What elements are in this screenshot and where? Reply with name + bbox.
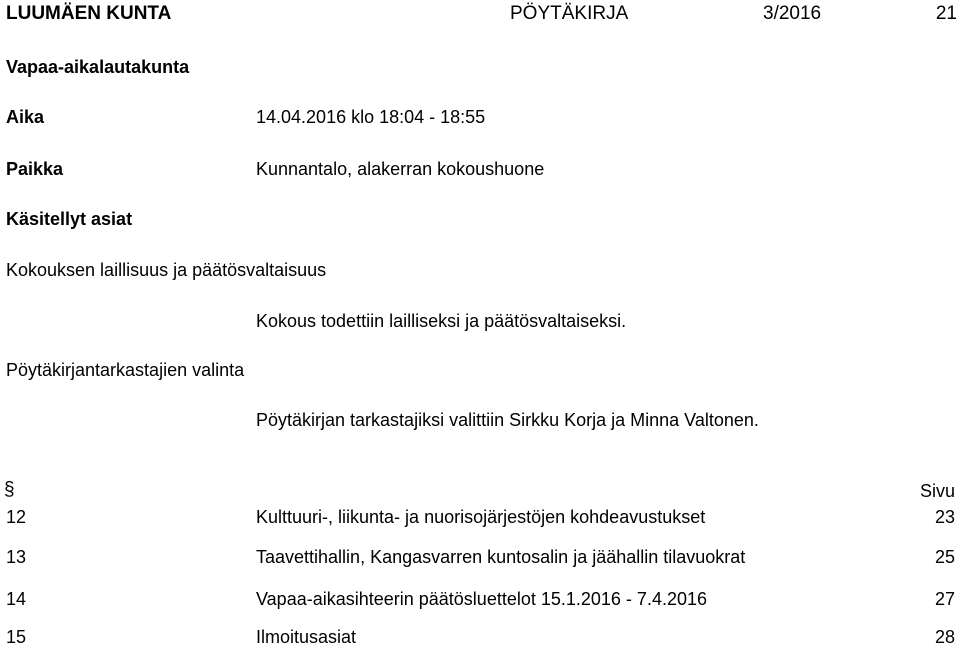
quorum-heading: Kokouksen laillisuus ja päätösvaltaisuus <box>6 260 327 280</box>
index-item-title[interactable]: Kulttuuri-, liikunta- ja nuorisojärjestöjen kohdeavustukset <box>256 507 706 527</box>
meeting-time-label: Aika <box>6 107 45 127</box>
page-column-label: Sivu <box>919 481 955 501</box>
index-item-number: 13 <box>6 547 27 567</box>
index-item-title[interactable]: Taavettihallin, Kangasvarren kuntosalin ja jäähallin tilavuokrat <box>256 547 746 567</box>
municipality-name: LUUMÄEN KUNTA <box>6 3 172 24</box>
index-item-number: 15 <box>6 627 27 647</box>
minutes-checkers-heading: Pöytäkirjantarkastajien valinta <box>6 360 245 380</box>
meeting-place-value: Kunnantalo, alakerran kokoushuone <box>256 159 545 179</box>
quorum-text: Kokous todettiin lailliseksi ja päätösvaltaiseksi. <box>256 311 627 331</box>
document-issue-number: 3/2016 <box>763 3 822 24</box>
handled-items-label: Käsitellyt asiat <box>6 209 133 229</box>
index-item-page: 23 <box>934 507 955 527</box>
board-name: Vapaa-aikalautakunta <box>6 57 190 77</box>
index-item-number: 12 <box>6 507 27 527</box>
minutes-checkers-text: Pöytäkirjan tarkastajiksi valittiin Sirkku Korja ja Minna Valtonen. <box>256 410 759 430</box>
index-item-title[interactable]: Ilmoitusasiat <box>256 627 357 647</box>
index-item-number: 14 <box>6 589 27 609</box>
meeting-place-label: Paikka <box>6 159 64 179</box>
meeting-time-value: 14.04.2016 klo 18:04 - 18:55 <box>256 107 486 127</box>
document-type: PÖYTÄKIRJA <box>510 3 629 24</box>
index-item-page: 25 <box>934 547 955 567</box>
index-item-page: 28 <box>934 627 955 647</box>
index-item-title[interactable]: Vapaa-aikasihteerin päätösluettelot 15.1.2016 - 7.4.2016 <box>256 589 707 609</box>
section-mark: § <box>4 479 15 500</box>
page-number: 21 <box>935 3 957 24</box>
index-item-page: 27 <box>934 589 955 609</box>
